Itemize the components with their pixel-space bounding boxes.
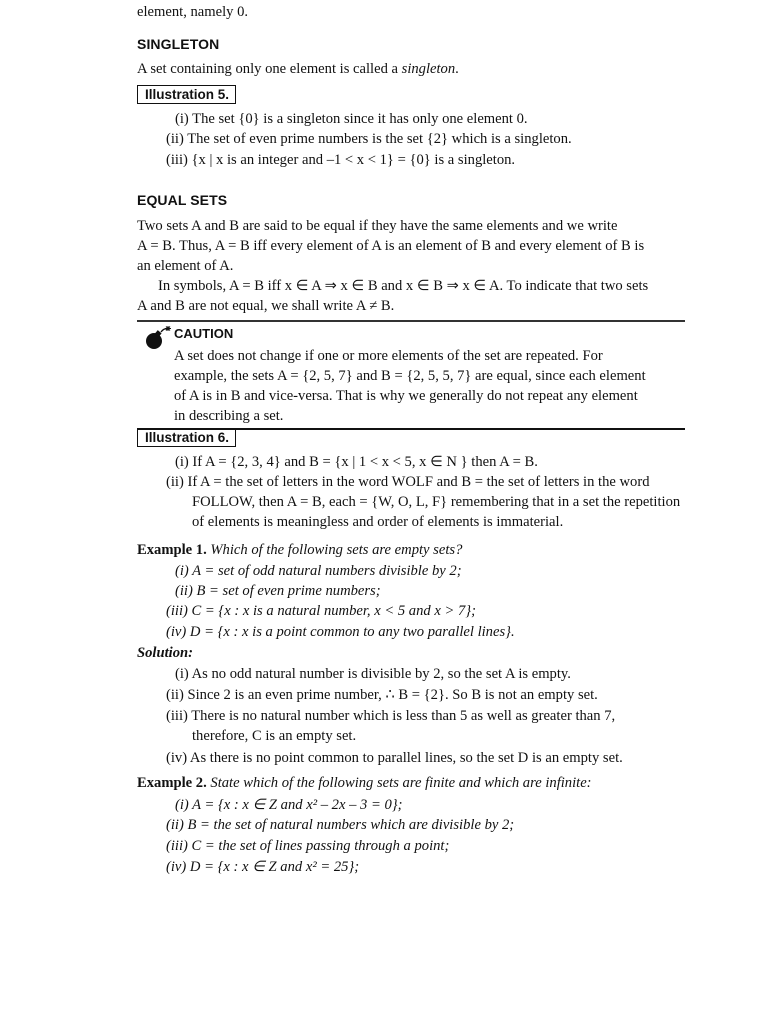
illustration-5-item: (ii) The set of even prime numbers is the set {2} which is a singleton. [166, 131, 572, 147]
example-2-question: State which of the following sets are finite and which are infinite: [210, 775, 592, 791]
example-1-header [137, 540, 685, 560]
equal-sets-paragraph-line: A = B. Thus, A = B iff every element of A is an element of B and every element of B is [137, 238, 645, 254]
equal-sets-heading: EQUAL SETS [137, 192, 228, 208]
caution-line: of A is in B and vice-versa. That is why we generally do not repeat any element [174, 388, 638, 404]
example-1-question: Which of the following sets are empty sets? [210, 542, 463, 558]
example-2-item: (iv) D = {x : x ∈ Z and x² = 25}; [166, 859, 360, 875]
solution-item: therefore, C is an empty set. [192, 728, 357, 744]
example-1-item: (i) A = set of odd natural numbers divisible by 2; [175, 563, 462, 579]
caution-box [137, 320, 685, 430]
illustration-5-label: Illustration 5. [137, 85, 236, 104]
illustration-6-item: (ii) If A = the set of letters in the word WOLF and B = the set of letters in the word [166, 474, 650, 490]
example-1-item: (iv) D = {x : x is a point common to any two parallel lines}. [166, 624, 515, 640]
example-2-label: Example 2. [137, 775, 207, 791]
illustration-6-item: of elements is meaningless and order of elements is immaterial. [192, 514, 564, 530]
illustration-6-item: (i) If A = {2, 3, 4} and B = {x | 1 < x < 5, x ∈ N } then A = B. [175, 454, 538, 470]
solution-label: Solution: [137, 645, 193, 661]
caution-line: in describing a set. [174, 408, 284, 424]
example-1-label: Example 1. [137, 542, 207, 558]
caution-title: CAUTION [174, 326, 234, 341]
illustration-5-item: (i) The set {0} is a singleton since it has only one element 0. [175, 111, 528, 127]
equal-sets-paragraph-line: Two sets A and B are said to be equal if they have the same elements and we write [137, 218, 618, 234]
illustration-6-item: FOLLOW, then A = B, each = {W, O, L, F} remembering that in a set the repetition [192, 494, 681, 510]
example-1-item: (ii) B = set of even prime numbers; [175, 583, 381, 599]
example-1-item: (iii) C = {x : x is a natural number, x < 5 and x > 7}; [166, 603, 476, 619]
intro-tail: element, namely 0. [137, 4, 249, 20]
caution-line: A set does not change if one or more elements of the set are repeated. For [174, 348, 603, 364]
example-2-item: (iii) C = the set of lines passing through a point; [166, 838, 450, 854]
bomb-icon [143, 325, 173, 351]
solution-item: (i) As no odd natural number is divisible by 2, so the set A is empty. [175, 666, 571, 682]
example-2-item: (ii) B = the set of natural numbers which are divisible by 2; [166, 817, 515, 833]
illustration-6-label: Illustration 6. [137, 428, 236, 447]
solution-item: (iv) As there is no point common to parallel lines, so the set D is an empty set. [166, 750, 623, 766]
equal-sets-symbols-line: A and B are not equal, we shall write A ≠ B. [137, 298, 395, 314]
singleton-heading: SINGLETON [137, 36, 220, 52]
example-2-header [137, 773, 685, 793]
solution-item: (ii) Since 2 is an even prime number, ∴ B = {2}. So B is not an empty set. [166, 687, 598, 703]
illustration-5-item: (iii) {x | x is an integer and –1 < x < 1} = {0} is a singleton. [166, 152, 516, 168]
equal-sets-paragraph-line: an element of A. [137, 258, 234, 274]
singleton-definition: A set containing only one element is called a singleton. [137, 61, 459, 77]
solution-item: (iii) There is no natural number which is less than 5 as well as greater than 7, [166, 708, 616, 724]
caution-line: example, the sets A = {2, 5, 7} and B = {2, 5, 5, 7} are equal, since each element [174, 368, 646, 384]
example-2-item: (i) A = {x : x ∈ Z and x² – 2x – 3 = 0}; [175, 797, 403, 813]
equal-sets-symbols-line: In symbols, A = B iff x ∈ A ⇒ x ∈ B and x ∈ B ⇒ x ∈ A. To indicate that two sets [158, 278, 649, 294]
